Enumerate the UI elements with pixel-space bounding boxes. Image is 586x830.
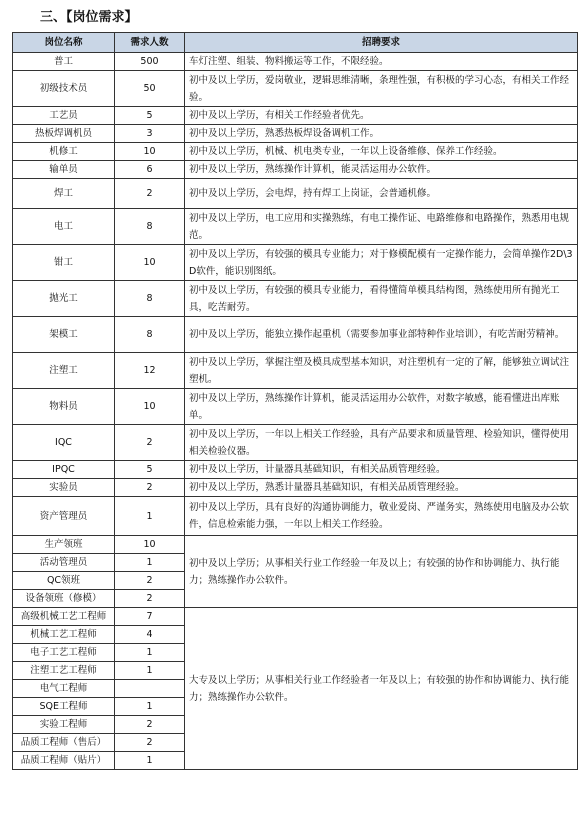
position-name: 活动管理员 xyxy=(13,554,115,572)
table-row xyxy=(13,608,578,626)
table-row xyxy=(13,53,578,71)
headcount: 8 xyxy=(115,281,185,317)
position-name: 电气工程师 xyxy=(13,680,115,698)
headcount: 8 xyxy=(115,209,185,245)
table-row xyxy=(13,107,578,125)
headcount: 1 xyxy=(115,752,185,770)
headcount: 8 xyxy=(115,317,185,353)
position-name: 生产领班 xyxy=(13,536,115,554)
headcount: 2 xyxy=(115,590,185,608)
headcount: 2 xyxy=(115,734,185,752)
requirements: 初中及以上学历，电工应用和实操熟练，有电工操作证、电路维修和电路操作，熟悉用电规范。 xyxy=(185,209,578,245)
headcount: 2 xyxy=(115,716,185,734)
header-headcount: 需求人数 xyxy=(115,33,185,53)
table-row xyxy=(13,281,578,317)
position-name: 资产管理员 xyxy=(13,497,115,536)
table-row xyxy=(13,179,578,209)
headcount: 10 xyxy=(115,389,185,425)
table-row xyxy=(13,245,578,281)
position-name: 钳工 xyxy=(13,245,115,281)
table-header-row xyxy=(13,33,578,53)
position-name: 电工 xyxy=(13,209,115,245)
headcount: 6 xyxy=(115,161,185,179)
headcount: 7 xyxy=(115,608,185,626)
headcount: 50 xyxy=(115,71,185,107)
headcount: 3 xyxy=(115,125,185,143)
table-row xyxy=(13,479,578,497)
requirements: 初中及以上学历，熟悉热板焊设备调机工作。 xyxy=(185,125,578,143)
headcount: 1 xyxy=(115,662,185,680)
header-requirements: 招聘要求 xyxy=(185,33,578,53)
position-name: 工艺员 xyxy=(13,107,115,125)
job-requirements-table xyxy=(12,32,578,770)
requirements: 初中及以上学历，有较强的模具专业能力；对于修模配模有一定操作能力，会简单操作2D\3D软件，能识别图纸。 xyxy=(185,245,578,281)
table-row xyxy=(13,461,578,479)
position-name: 注塑工艺工程师 xyxy=(13,662,115,680)
position-name: 抛光工 xyxy=(13,281,115,317)
headcount: 4 xyxy=(115,626,185,644)
table-body xyxy=(13,53,578,770)
header-position-name: 岗位名称 xyxy=(13,33,115,53)
position-name: IQC xyxy=(13,425,115,461)
headcount: 10 xyxy=(115,245,185,281)
requirements: 初中及以上学历，爱岗敬业，逻辑思维清晰，条理性强，有积极的学习心态，有相关工作经验。 xyxy=(185,71,578,107)
headcount: 5 xyxy=(115,461,185,479)
requirements: 初中及以上学历，有较强的模具专业能力，看得懂简单模具结构图，熟练使用所有抛光工具，吃苦耐劳。 xyxy=(185,281,578,317)
table-row xyxy=(13,353,578,389)
table-row xyxy=(13,71,578,107)
headcount: 500 xyxy=(115,53,185,71)
position-name: 输单员 xyxy=(13,161,115,179)
table-row xyxy=(13,209,578,245)
requirements: 初中及以上学历，具有良好的沟通协调能力，敬业爱岗、严谨务实，熟练使用电脑及办公软件，信息检索能力强，一年以上相关工作经验。 xyxy=(185,497,578,536)
headcount: 10 xyxy=(115,536,185,554)
position-name: 机修工 xyxy=(13,143,115,161)
requirements: 初中及以上学历，熟练操作计算机，能灵活运用办公软件，对数字敏感，能看懂进出库账单。 xyxy=(185,389,578,425)
table-row xyxy=(13,497,578,536)
position-name: 设备领班（修模） xyxy=(13,590,115,608)
table-row xyxy=(13,143,578,161)
requirements: 初中及以上学历，掌握注塑及模具成型基本知识，对注塑机有一定的了解，能够独立调试注塑机。 xyxy=(185,353,578,389)
position-name: 注塑工 xyxy=(13,353,115,389)
headcount: 2 xyxy=(115,479,185,497)
table-row xyxy=(13,389,578,425)
headcount: 1 xyxy=(115,698,185,716)
headcount: 2 xyxy=(115,179,185,209)
position-name: 电子工艺工程师 xyxy=(13,644,115,662)
position-name: IPQC xyxy=(13,461,115,479)
section-title: 三、【岗位需求】 xyxy=(40,10,138,25)
headcount: 1 xyxy=(115,644,185,662)
headcount xyxy=(115,680,185,698)
position-name: SQE工程师 xyxy=(13,698,115,716)
position-name: 初级技术员 xyxy=(13,71,115,107)
headcount: 1 xyxy=(115,497,185,536)
position-name: 高级机械工艺工程师 xyxy=(13,608,115,626)
requirements: 初中及以上学历，一年以上相关工作经验，具有产品要求和质量管理、检验知识，懂得使用相关检验仪器。 xyxy=(185,425,578,461)
table-row xyxy=(13,536,578,554)
position-name: 普工 xyxy=(13,53,115,71)
headcount: 10 xyxy=(115,143,185,161)
headcount: 2 xyxy=(115,572,185,590)
position-name: 机械工艺工程师 xyxy=(13,626,115,644)
position-name: 实验工程师 xyxy=(13,716,115,734)
headcount: 12 xyxy=(115,353,185,389)
position-name: 物料员 xyxy=(13,389,115,425)
requirements: 初中及以上学历，熟练操作计算机，能灵活运用办公软件。 xyxy=(185,161,578,179)
position-name: 品质工程师（贴片） xyxy=(13,752,115,770)
requirements: 初中及以上学历，能独立操作起重机（需要参加事业部特种作业培训），有吃苦耐劳精神。 xyxy=(185,317,578,353)
position-name: 实验员 xyxy=(13,479,115,497)
headcount: 1 xyxy=(115,554,185,572)
position-name: 架模工 xyxy=(13,317,115,353)
table-row xyxy=(13,317,578,353)
requirements: 初中及以上学历，计量器具基础知识，有相关品质管理经验。 xyxy=(185,461,578,479)
requirements: 初中及以上学历，机械、机电类专业，一年以上设备维修、保养工作经验。 xyxy=(185,143,578,161)
position-name: 热板焊调机员 xyxy=(13,125,115,143)
table-row xyxy=(13,161,578,179)
headcount: 2 xyxy=(115,425,185,461)
position-name: 品质工程师（售后） xyxy=(13,734,115,752)
requirements: 车灯注塑、组装、物料搬运等工作，不限经验。 xyxy=(185,53,578,71)
position-name: 焊工 xyxy=(13,179,115,209)
position-name: QC领班 xyxy=(13,572,115,590)
table-row xyxy=(13,425,578,461)
shared-requirements: 初中及以上学历；从事相关行业工作经验一年及以上；有较强的协作和协调能力、执行能力；熟练操作办公软件。 xyxy=(185,536,578,608)
requirements: 初中及以上学历，熟悉计量器具基础知识，有相关品质管理经验。 xyxy=(185,479,578,497)
requirements: 初中及以上学历，会电焊，持有焊工上岗证，会普通机修。 xyxy=(185,179,578,209)
shared-requirements: 大专及以上学历；从事相关行业工作经验者一年及以上；有较强的协作和协调能力、执行能力；熟练操作办公软件。 xyxy=(185,608,578,770)
requirements: 初中及以上学历，有相关工作经验者优先。 xyxy=(185,107,578,125)
table-row xyxy=(13,125,578,143)
headcount: 5 xyxy=(115,107,185,125)
